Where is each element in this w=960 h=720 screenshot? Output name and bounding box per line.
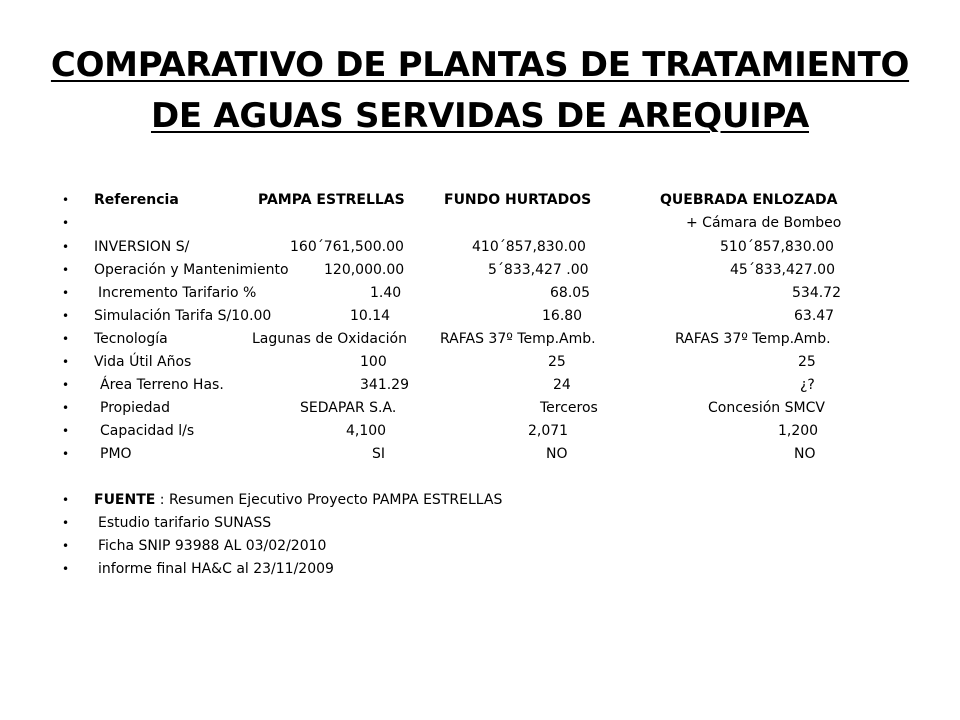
source-line — [0, 490, 960, 510]
bullet-icon: • — [62, 263, 70, 277]
bullet-icon: • — [62, 286, 70, 300]
slide-title — [40, 40, 920, 142]
header-fundo-hurtados: FUNDO HURTADOS — [444, 192, 592, 208]
bullet-icon: • — [62, 539, 70, 553]
bullet-icon: • — [62, 193, 70, 207]
row-value-pampa: 341.29 — [360, 377, 409, 393]
table-row — [0, 283, 960, 303]
source-line — [0, 536, 960, 556]
bullet-icon: • — [62, 332, 70, 346]
row-value-fundo: 24 — [553, 377, 571, 393]
row-value-pampa: Lagunas de Oxidación — [252, 331, 407, 347]
source-item: Ficha SNIP 93988 AL 03/02/2010 — [98, 538, 327, 554]
header-quebrada-enlozada: QUEBRADA ENLOZADA — [660, 192, 838, 208]
row-value-fundo: 25 — [548, 354, 566, 370]
row-label: Operación y Mantenimiento — [94, 262, 289, 278]
row-value-fundo: NO — [546, 446, 568, 462]
header-pampa-estrellas: PAMPA ESTRELLAS — [258, 192, 405, 208]
row-label: Incremento Tarifario % — [98, 285, 257, 301]
row-label: Simulación Tarifa S/10.00 — [94, 308, 272, 324]
table-row — [0, 237, 960, 257]
row-label: Tecnología — [94, 331, 168, 347]
table-row — [0, 421, 960, 441]
row-value-quebrada: 1,200 — [778, 423, 819, 439]
source-item: informe final HA&C al 23/11/2009 — [98, 561, 334, 577]
row-value-quebrada: RAFAS 37º Temp.Amb. — [675, 331, 831, 347]
row-value-pampa: 4,100 — [346, 423, 387, 439]
bullet-icon: • — [62, 424, 70, 438]
bullet-icon: • — [62, 401, 70, 415]
source-item: Estudio tarifario SUNASS — [98, 515, 272, 531]
bullet-icon: • — [62, 562, 70, 576]
row-value-fundo: 2,071 — [528, 423, 569, 439]
row-value-quebrada: 534.72 — [792, 285, 841, 301]
source-label: FUENTE — [94, 492, 156, 508]
row-value-quebrada: Concesión SMCV — [708, 400, 825, 416]
row-label: Propiedad — [100, 400, 170, 416]
subheader-camara-bombeo: + Cámara de Bombeo — [686, 215, 842, 231]
row-value-pampa: 120,000.00 — [324, 262, 405, 278]
source-line — [0, 559, 960, 579]
source-first-text: : Resumen Ejecutivo Proyecto PAMPA ESTRELLAS — [159, 492, 503, 508]
bullet-icon: • — [62, 447, 70, 461]
row-value-quebrada: 510´857,830.00 — [720, 239, 834, 255]
table-subheader-row — [0, 213, 960, 233]
bullet-icon: • — [62, 240, 70, 254]
table-row — [0, 260, 960, 280]
source-line — [0, 513, 960, 533]
bullet-icon: • — [62, 216, 70, 230]
row-value-pampa: 100 — [360, 354, 387, 370]
table-row — [0, 375, 960, 395]
row-value-pampa: 10.14 — [350, 308, 391, 324]
row-label: Vida Útil Años — [94, 354, 192, 370]
bullet-icon: • — [62, 493, 70, 507]
source-first — [94, 490, 502, 510]
row-label: Capacidad l/s — [100, 423, 195, 439]
row-value-fundo: RAFAS 37º Temp.Amb. — [440, 331, 596, 347]
row-value-quebrada: NO — [794, 446, 816, 462]
row-label: PMO — [100, 446, 132, 462]
row-value-pampa: 160´761,500.00 — [290, 239, 404, 255]
row-value-quebrada: 45´833,427.00 — [730, 262, 835, 278]
row-value-quebrada: 63.47 — [794, 308, 835, 324]
table-row — [0, 306, 960, 326]
row-value-quebrada: 25 — [798, 354, 816, 370]
row-value-quebrada: ¿? — [800, 377, 815, 393]
row-value-pampa: SEDAPAR S.A. — [300, 400, 397, 416]
bullet-icon: • — [62, 355, 70, 369]
row-value-pampa: 1.40 — [370, 285, 402, 301]
row-label: INVERSION S/ — [94, 239, 190, 255]
table-row — [0, 444, 960, 464]
table-row — [0, 398, 960, 418]
table-header-row — [0, 190, 960, 210]
row-value-fundo: Terceros — [540, 400, 598, 416]
row-value-fundo: 68.05 — [550, 285, 591, 301]
header-label: Referencia — [94, 192, 179, 208]
row-value-pampa: SI — [372, 446, 386, 462]
row-value-fundo: 410´857,830.00 — [472, 239, 586, 255]
bullet-icon: • — [62, 516, 70, 530]
row-value-fundo: 5´833,427 .00 — [488, 262, 589, 278]
title-line-2: DE AGUAS SERVIDAS DE AREQUIPA — [150, 96, 809, 136]
row-value-fundo: 16.80 — [542, 308, 583, 324]
bullet-icon: • — [62, 309, 70, 323]
title-line-1: COMPARATIVO DE PLANTAS DE TRATAMIENTO — [50, 45, 910, 85]
table-row — [0, 352, 960, 372]
row-label: Área Terreno Has. — [100, 377, 224, 393]
bullet-icon: • — [62, 378, 70, 392]
table-row — [0, 329, 960, 349]
